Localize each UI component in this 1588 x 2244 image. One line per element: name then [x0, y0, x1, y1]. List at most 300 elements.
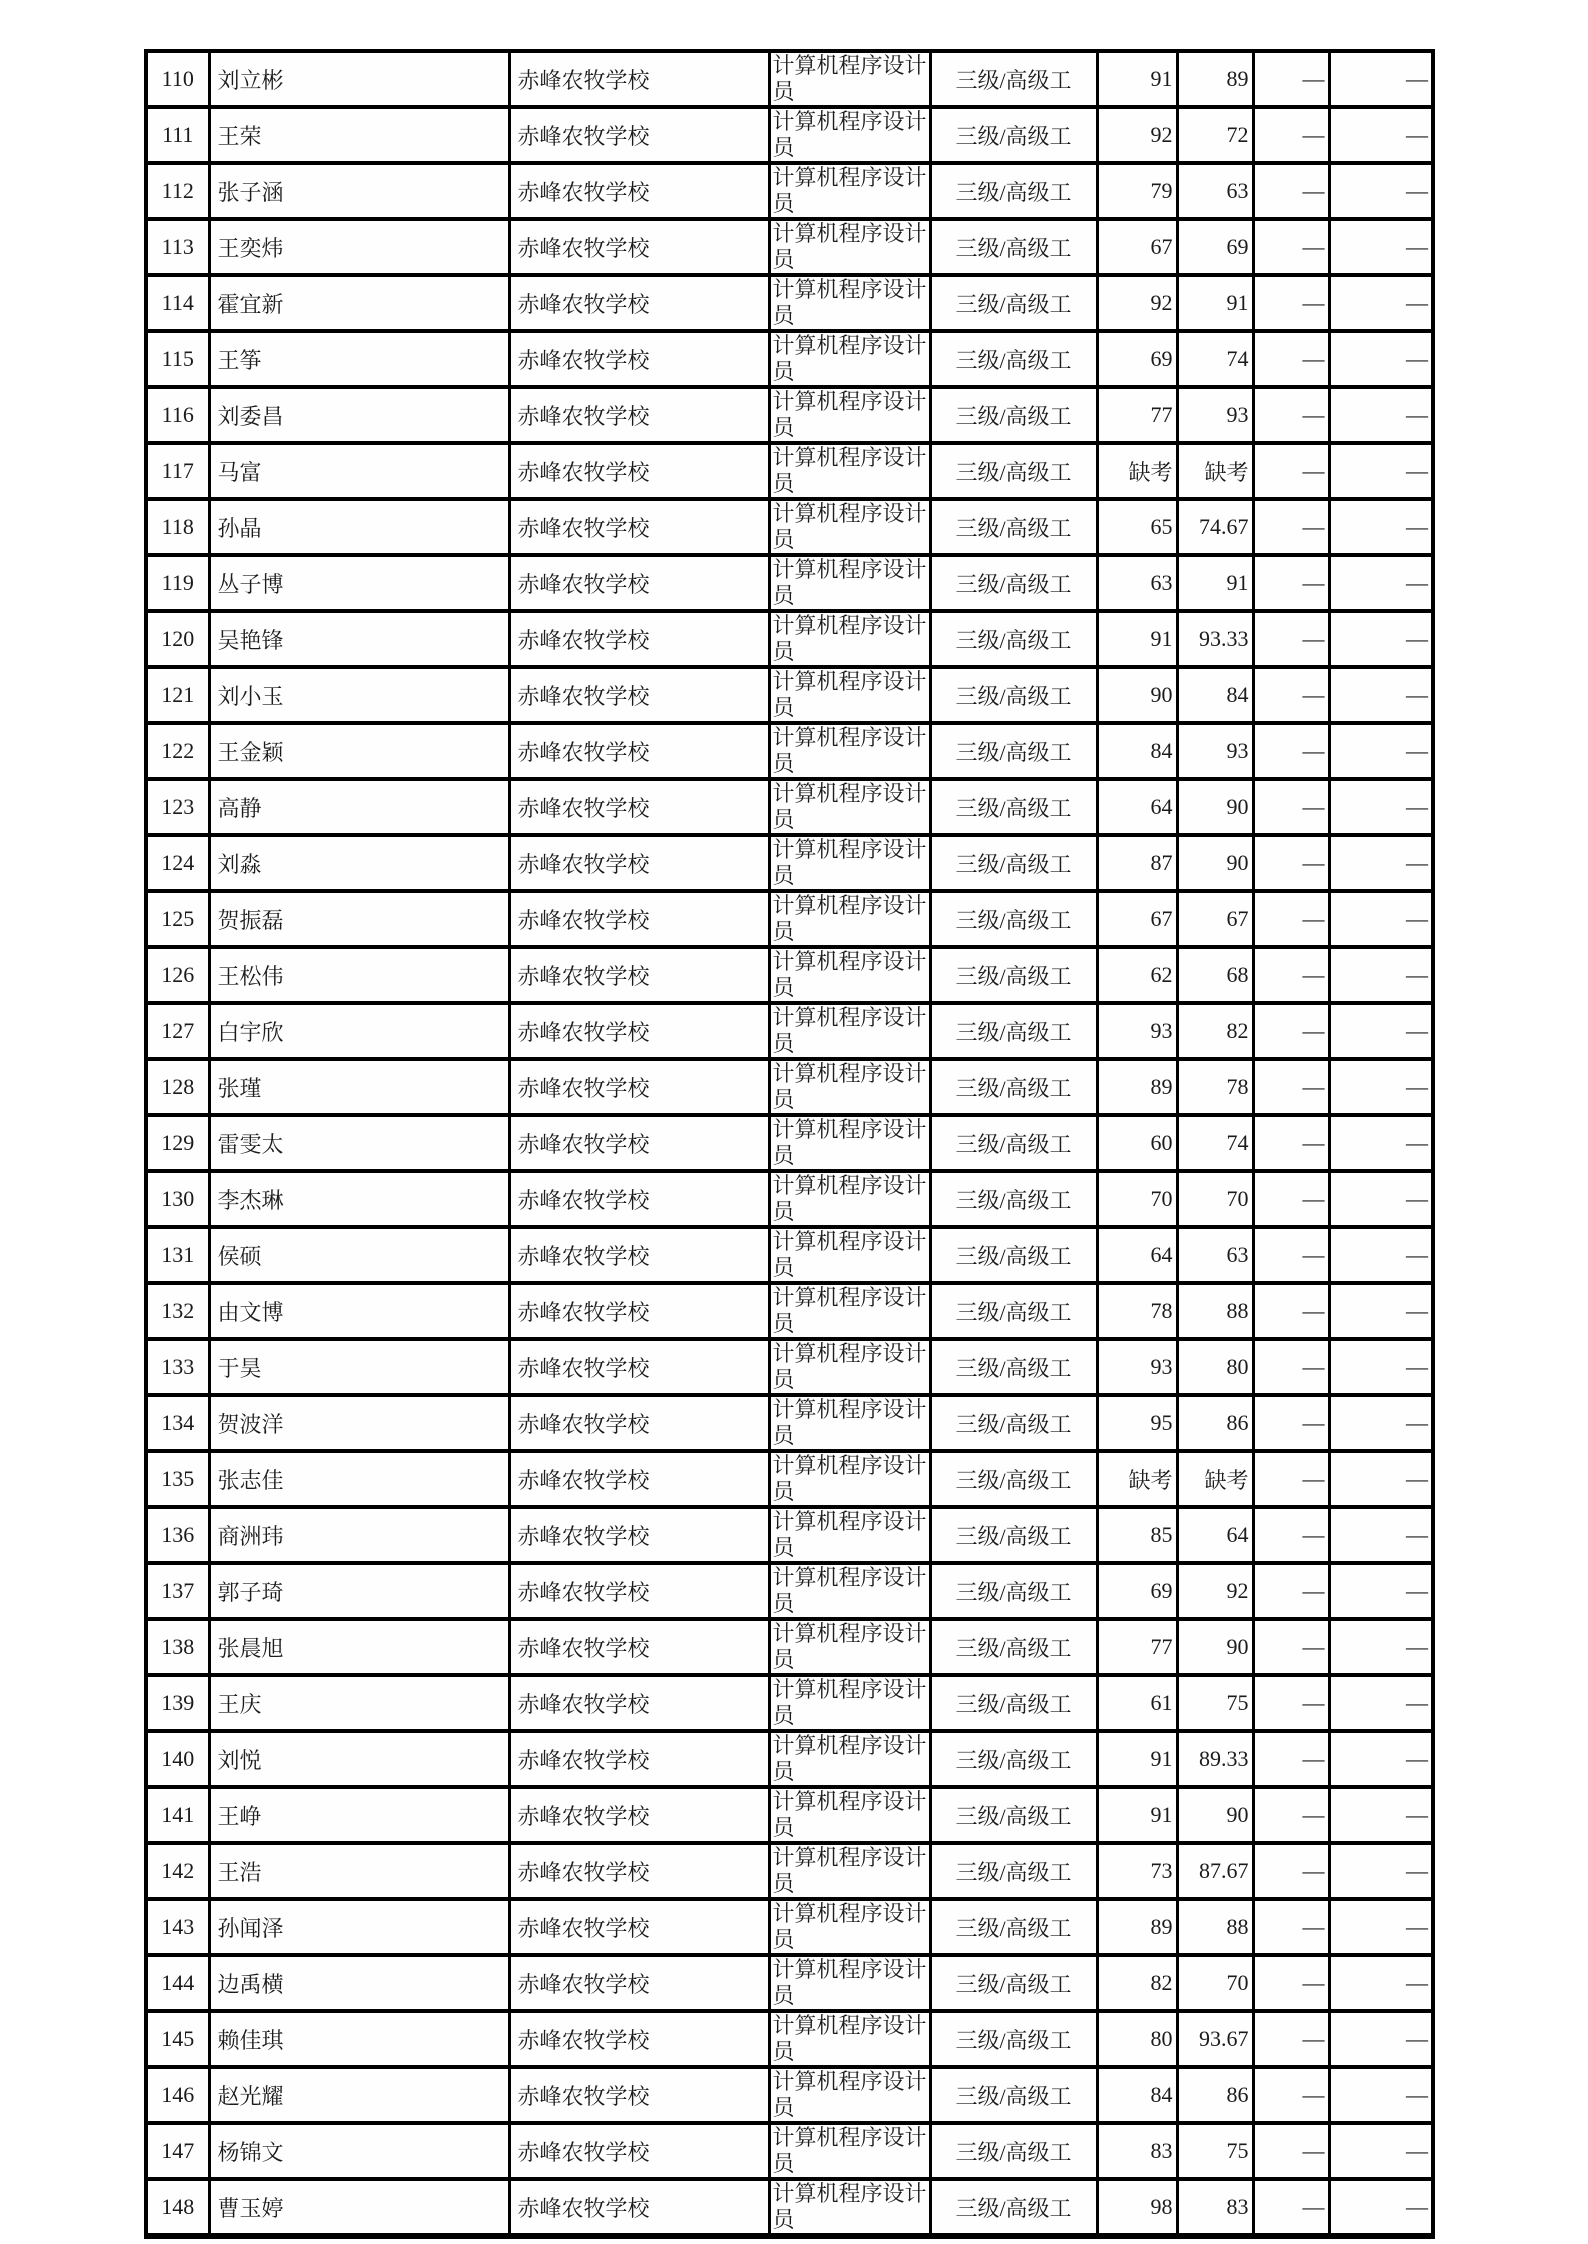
level-cell: 三级/高级工: [930, 1283, 1097, 1339]
dash-1-cell: —: [1253, 1003, 1329, 1059]
table-row: [146, 443, 1433, 499]
score-1-cell: 79: [1097, 163, 1177, 219]
row-number-cell: 111: [146, 107, 209, 163]
score-1-cell: 61: [1097, 1675, 1177, 1731]
dash-2-cell: —: [1329, 1395, 1433, 1451]
score-2-cell: 74: [1177, 1115, 1253, 1171]
school-cell: 赤峰农牧学校: [509, 443, 769, 499]
score-2-cell: 93.67: [1177, 2011, 1253, 2067]
level-cell: 三级/高级工: [930, 2179, 1097, 2236]
row-number-cell: 141: [146, 1787, 209, 1843]
score-1-cell: 67: [1097, 891, 1177, 947]
score-1-cell: 90: [1097, 667, 1177, 723]
occupation-cell: 计算机程序设计员: [769, 1227, 930, 1283]
dash-1-cell: —: [1253, 1787, 1329, 1843]
level-cell: 三级/高级工: [930, 2067, 1097, 2123]
occupation-cell: 计算机程序设计员: [769, 387, 930, 443]
school-cell: 赤峰农牧学校: [509, 51, 769, 107]
occupation-cell: 计算机程序设计员: [769, 1059, 930, 1115]
occupation-cell: 计算机程序设计员: [769, 163, 930, 219]
name-cell: 白宇欣: [209, 1003, 509, 1059]
dash-1-cell: —: [1253, 1563, 1329, 1619]
dash-2-cell: —: [1329, 667, 1433, 723]
score-2-cell: 92: [1177, 1563, 1253, 1619]
level-cell: 三级/高级工: [930, 1339, 1097, 1395]
name-cell: 王庆: [209, 1675, 509, 1731]
dash-2-cell: —: [1329, 1507, 1433, 1563]
dash-2-cell: —: [1329, 1227, 1433, 1283]
level-cell: 三级/高级工: [930, 1003, 1097, 1059]
score-1-cell: 92: [1097, 107, 1177, 163]
dash-2-cell: —: [1329, 1171, 1433, 1227]
school-cell: 赤峰农牧学校: [509, 219, 769, 275]
dash-2-cell: —: [1329, 2123, 1433, 2179]
dash-1-cell: —: [1253, 1451, 1329, 1507]
dash-2-cell: —: [1329, 1003, 1433, 1059]
school-cell: 赤峰农牧学校: [509, 1787, 769, 1843]
dash-2-cell: —: [1329, 499, 1433, 555]
level-cell: 三级/高级工: [930, 947, 1097, 1003]
dash-1-cell: —: [1253, 1899, 1329, 1955]
dash-1-cell: —: [1253, 219, 1329, 275]
dash-2-cell: —: [1329, 1339, 1433, 1395]
score-2-cell: 64: [1177, 1507, 1253, 1563]
table-row: [146, 947, 1433, 1003]
score-1-cell: 91: [1097, 611, 1177, 667]
row-number-cell: 118: [146, 499, 209, 555]
score-2-cell: 91: [1177, 555, 1253, 611]
occupation-cell: 计算机程序设计员: [769, 275, 930, 331]
occupation-cell: 计算机程序设计员: [769, 1003, 930, 1059]
row-number-cell: 143: [146, 1899, 209, 1955]
row-number-cell: 133: [146, 1339, 209, 1395]
table-row: [146, 1339, 1433, 1395]
row-number-cell: 135: [146, 1451, 209, 1507]
score-2-cell: 84: [1177, 667, 1253, 723]
level-cell: 三级/高级工: [930, 275, 1097, 331]
dash-2-cell: —: [1329, 1619, 1433, 1675]
score-1-cell: 64: [1097, 779, 1177, 835]
name-cell: 王荣: [209, 107, 509, 163]
dash-2-cell: —: [1329, 723, 1433, 779]
occupation-cell: 计算机程序设计员: [769, 1339, 930, 1395]
name-cell: 张子涵: [209, 163, 509, 219]
table-row: [146, 2179, 1433, 2236]
school-cell: 赤峰农牧学校: [509, 891, 769, 947]
score-2-cell: 68: [1177, 947, 1253, 1003]
school-cell: 赤峰农牧学校: [509, 163, 769, 219]
school-cell: 赤峰农牧学校: [509, 275, 769, 331]
score-2-cell: 83: [1177, 2179, 1253, 2236]
occupation-cell: 计算机程序设计员: [769, 1395, 930, 1451]
score-2-cell: 90: [1177, 835, 1253, 891]
table-row: [146, 1171, 1433, 1227]
exam-results-table: [144, 49, 1435, 2239]
dash-1-cell: —: [1253, 779, 1329, 835]
occupation-cell: 计算机程序设计员: [769, 1619, 930, 1675]
score-1-cell: 77: [1097, 387, 1177, 443]
name-cell: 王浩: [209, 1843, 509, 1899]
dash-1-cell: —: [1253, 163, 1329, 219]
row-number-cell: 121: [146, 667, 209, 723]
score-2-cell: 75: [1177, 2123, 1253, 2179]
row-number-cell: 147: [146, 2123, 209, 2179]
row-number-cell: 129: [146, 1115, 209, 1171]
occupation-cell: 计算机程序设计员: [769, 1451, 930, 1507]
school-cell: 赤峰农牧学校: [509, 387, 769, 443]
school-cell: 赤峰农牧学校: [509, 1115, 769, 1171]
dash-2-cell: —: [1329, 1115, 1433, 1171]
score-2-cell: 缺考: [1177, 443, 1253, 499]
score-2-cell: 63: [1177, 1227, 1253, 1283]
occupation-cell: 计算机程序设计员: [769, 1115, 930, 1171]
score-1-cell: 80: [1097, 2011, 1177, 2067]
dash-2-cell: —: [1329, 275, 1433, 331]
level-cell: 三级/高级工: [930, 163, 1097, 219]
records-tbody: [146, 51, 1433, 2236]
level-cell: 三级/高级工: [930, 107, 1097, 163]
score-2-cell: 63: [1177, 163, 1253, 219]
level-cell: 三级/高级工: [930, 1227, 1097, 1283]
name-cell: 高静: [209, 779, 509, 835]
score-2-cell: 88: [1177, 1283, 1253, 1339]
occupation-cell: 计算机程序设计员: [769, 1171, 930, 1227]
row-number-cell: 115: [146, 331, 209, 387]
row-number-cell: 119: [146, 555, 209, 611]
level-cell: 三级/高级工: [930, 1619, 1097, 1675]
dash-1-cell: —: [1253, 1507, 1329, 1563]
score-1-cell: 93: [1097, 1003, 1177, 1059]
row-number-cell: 130: [146, 1171, 209, 1227]
school-cell: 赤峰农牧学校: [509, 2179, 769, 2236]
score-1-cell: 89: [1097, 1059, 1177, 1115]
table-row: [146, 1003, 1433, 1059]
school-cell: 赤峰农牧学校: [509, 1003, 769, 1059]
name-cell: 刘淼: [209, 835, 509, 891]
name-cell: 李杰琳: [209, 1171, 509, 1227]
row-number-cell: 123: [146, 779, 209, 835]
row-number-cell: 145: [146, 2011, 209, 2067]
occupation-cell: 计算机程序设计员: [769, 331, 930, 387]
score-1-cell: 73: [1097, 1843, 1177, 1899]
table-row: [146, 611, 1433, 667]
school-cell: 赤峰农牧学校: [509, 611, 769, 667]
name-cell: 刘小玉: [209, 667, 509, 723]
school-cell: 赤峰农牧学校: [509, 835, 769, 891]
score-1-cell: 84: [1097, 2067, 1177, 2123]
level-cell: 三级/高级工: [930, 1451, 1097, 1507]
table-row: [146, 107, 1433, 163]
dash-1-cell: —: [1253, 1171, 1329, 1227]
occupation-cell: 计算机程序设计员: [769, 891, 930, 947]
dash-1-cell: —: [1253, 1395, 1329, 1451]
school-cell: 赤峰农牧学校: [509, 1675, 769, 1731]
school-cell: 赤峰农牧学校: [509, 1619, 769, 1675]
score-2-cell: 86: [1177, 1395, 1253, 1451]
dash-2-cell: —: [1329, 1899, 1433, 1955]
table-row: [146, 2123, 1433, 2179]
dash-1-cell: —: [1253, 891, 1329, 947]
dash-1-cell: —: [1253, 835, 1329, 891]
name-cell: 曹玉婷: [209, 2179, 509, 2236]
score-2-cell: 74: [1177, 331, 1253, 387]
level-cell: 三级/高级工: [930, 1171, 1097, 1227]
occupation-cell: 计算机程序设计员: [769, 1731, 930, 1787]
dash-1-cell: —: [1253, 2067, 1329, 2123]
score-2-cell: 93: [1177, 387, 1253, 443]
school-cell: 赤峰农牧学校: [509, 2011, 769, 2067]
level-cell: 三级/高级工: [930, 387, 1097, 443]
school-cell: 赤峰农牧学校: [509, 667, 769, 723]
dash-2-cell: —: [1329, 947, 1433, 1003]
occupation-cell: 计算机程序设计员: [769, 2011, 930, 2067]
dash-2-cell: —: [1329, 611, 1433, 667]
occupation-cell: 计算机程序设计员: [769, 1955, 930, 2011]
dash-2-cell: —: [1329, 1843, 1433, 1899]
score-1-cell: 60: [1097, 1115, 1177, 1171]
dash-1-cell: —: [1253, 1115, 1329, 1171]
score-1-cell: 98: [1097, 2179, 1177, 2236]
row-number-cell: 125: [146, 891, 209, 947]
occupation-cell: 计算机程序设计员: [769, 555, 930, 611]
score-1-cell: 70: [1097, 1171, 1177, 1227]
row-number-cell: 144: [146, 1955, 209, 2011]
dash-1-cell: —: [1253, 1675, 1329, 1731]
school-cell: 赤峰农牧学校: [509, 331, 769, 387]
table-row: [146, 1731, 1433, 1787]
table-row: [146, 1115, 1433, 1171]
name-cell: 丛子博: [209, 555, 509, 611]
row-number-cell: 114: [146, 275, 209, 331]
occupation-cell: 计算机程序设计员: [769, 1507, 930, 1563]
row-number-cell: 146: [146, 2067, 209, 2123]
name-cell: 雷雯太: [209, 1115, 509, 1171]
table-row: [146, 2011, 1433, 2067]
name-cell: 边禹横: [209, 1955, 509, 2011]
dash-1-cell: —: [1253, 723, 1329, 779]
school-cell: 赤峰农牧学校: [509, 555, 769, 611]
table-row: [146, 891, 1433, 947]
level-cell: 三级/高级工: [930, 1675, 1097, 1731]
score-1-cell: 83: [1097, 2123, 1177, 2179]
occupation-cell: 计算机程序设计员: [769, 1283, 930, 1339]
school-cell: 赤峰农牧学校: [509, 779, 769, 835]
level-cell: 三级/高级工: [930, 1115, 1097, 1171]
dash-1-cell: —: [1253, 1227, 1329, 1283]
score-2-cell: 86: [1177, 2067, 1253, 2123]
occupation-cell: 计算机程序设计员: [769, 1843, 930, 1899]
school-cell: 赤峰农牧学校: [509, 1451, 769, 1507]
row-number-cell: 140: [146, 1731, 209, 1787]
level-cell: 三级/高级工: [930, 499, 1097, 555]
table-row: [146, 1395, 1433, 1451]
score-2-cell: 74.67: [1177, 499, 1253, 555]
school-cell: 赤峰农牧学校: [509, 947, 769, 1003]
school-cell: 赤峰农牧学校: [509, 1283, 769, 1339]
table-row: [146, 387, 1433, 443]
dash-1-cell: —: [1253, 1059, 1329, 1115]
level-cell: 三级/高级工: [930, 1563, 1097, 1619]
table-row: [146, 1283, 1433, 1339]
level-cell: 三级/高级工: [930, 1843, 1097, 1899]
name-cell: 王峥: [209, 1787, 509, 1843]
name-cell: 王金颖: [209, 723, 509, 779]
score-2-cell: 90: [1177, 1787, 1253, 1843]
score-2-cell: 80: [1177, 1339, 1253, 1395]
name-cell: 刘委昌: [209, 387, 509, 443]
table-row: [146, 1227, 1433, 1283]
score-2-cell: 78: [1177, 1059, 1253, 1115]
dash-1-cell: —: [1253, 443, 1329, 499]
school-cell: 赤峰农牧学校: [509, 2067, 769, 2123]
school-cell: 赤峰农牧学校: [509, 1843, 769, 1899]
score-1-cell: 63: [1097, 555, 1177, 611]
level-cell: 三级/高级工: [930, 1395, 1097, 1451]
dash-1-cell: —: [1253, 107, 1329, 163]
score-1-cell: 82: [1097, 1955, 1177, 2011]
score-1-cell: 69: [1097, 331, 1177, 387]
dash-2-cell: —: [1329, 443, 1433, 499]
level-cell: 三级/高级工: [930, 1059, 1097, 1115]
occupation-cell: 计算机程序设计员: [769, 723, 930, 779]
score-1-cell: 89: [1097, 1899, 1177, 1955]
school-cell: 赤峰农牧学校: [509, 1171, 769, 1227]
score-1-cell: 92: [1097, 275, 1177, 331]
score-2-cell: 缺考: [1177, 1451, 1253, 1507]
table-row: [146, 1451, 1433, 1507]
dash-1-cell: —: [1253, 555, 1329, 611]
level-cell: 三级/高级工: [930, 667, 1097, 723]
name-cell: 王松伟: [209, 947, 509, 1003]
table-row: [146, 835, 1433, 891]
level-cell: 三级/高级工: [930, 2011, 1097, 2067]
row-number-cell: 124: [146, 835, 209, 891]
table-row: [146, 1675, 1433, 1731]
table-row: [146, 163, 1433, 219]
level-cell: 三级/高级工: [930, 891, 1097, 947]
level-cell: 三级/高级工: [930, 219, 1097, 275]
name-cell: 贺波洋: [209, 1395, 509, 1451]
row-number-cell: 139: [146, 1675, 209, 1731]
school-cell: 赤峰农牧学校: [509, 1507, 769, 1563]
dash-1-cell: —: [1253, 1843, 1329, 1899]
dash-2-cell: —: [1329, 2179, 1433, 2236]
dash-2-cell: —: [1329, 219, 1433, 275]
level-cell: 三级/高级工: [930, 1787, 1097, 1843]
level-cell: 三级/高级工: [930, 835, 1097, 891]
row-number-cell: 134: [146, 1395, 209, 1451]
score-2-cell: 89: [1177, 51, 1253, 107]
score-2-cell: 93: [1177, 723, 1253, 779]
table-row: [146, 723, 1433, 779]
level-cell: 三级/高级工: [930, 51, 1097, 107]
row-number-cell: 110: [146, 51, 209, 107]
score-2-cell: 90: [1177, 1619, 1253, 1675]
table-row: [146, 1955, 1433, 2011]
dash-2-cell: —: [1329, 387, 1433, 443]
dash-1-cell: —: [1253, 947, 1329, 1003]
occupation-cell: 计算机程序设计员: [769, 2179, 930, 2236]
score-2-cell: 89.33: [1177, 1731, 1253, 1787]
name-cell: 赖佳琪: [209, 2011, 509, 2067]
occupation-cell: 计算机程序设计员: [769, 107, 930, 163]
row-number-cell: 116: [146, 387, 209, 443]
score-2-cell: 91: [1177, 275, 1253, 331]
occupation-cell: 计算机程序设计员: [769, 835, 930, 891]
dash-1-cell: —: [1253, 1283, 1329, 1339]
name-cell: 吴艳锋: [209, 611, 509, 667]
score-2-cell: 72: [1177, 107, 1253, 163]
dash-1-cell: —: [1253, 611, 1329, 667]
score-2-cell: 70: [1177, 1955, 1253, 2011]
dash-1-cell: —: [1253, 1955, 1329, 2011]
name-cell: 于昊: [209, 1339, 509, 1395]
row-number-cell: 131: [146, 1227, 209, 1283]
table-row: [146, 779, 1433, 835]
level-cell: 三级/高级工: [930, 779, 1097, 835]
score-1-cell: 67: [1097, 219, 1177, 275]
dash-1-cell: —: [1253, 2123, 1329, 2179]
level-cell: 三级/高级工: [930, 443, 1097, 499]
score-1-cell: 95: [1097, 1395, 1177, 1451]
table-row: [146, 1843, 1433, 1899]
name-cell: 商洲玮: [209, 1507, 509, 1563]
occupation-cell: 计算机程序设计员: [769, 779, 930, 835]
table-row: [146, 2067, 1433, 2123]
score-1-cell: 69: [1097, 1563, 1177, 1619]
name-cell: 由文博: [209, 1283, 509, 1339]
score-2-cell: 69: [1177, 219, 1253, 275]
occupation-cell: 计算机程序设计员: [769, 499, 930, 555]
row-number-cell: 127: [146, 1003, 209, 1059]
table-row: [146, 1899, 1433, 1955]
name-cell: 张志佳: [209, 1451, 509, 1507]
school-cell: 赤峰农牧学校: [509, 1227, 769, 1283]
table-row: [146, 1563, 1433, 1619]
name-cell: 马富: [209, 443, 509, 499]
name-cell: 孙晶: [209, 499, 509, 555]
score-1-cell: 缺考: [1097, 1451, 1177, 1507]
name-cell: 张瑾: [209, 1059, 509, 1115]
dash-2-cell: —: [1329, 1451, 1433, 1507]
score-1-cell: 65: [1097, 499, 1177, 555]
school-cell: 赤峰农牧学校: [509, 1731, 769, 1787]
dash-2-cell: —: [1329, 891, 1433, 947]
school-cell: 赤峰农牧学校: [509, 107, 769, 163]
score-2-cell: 93.33: [1177, 611, 1253, 667]
dash-1-cell: —: [1253, 387, 1329, 443]
score-2-cell: 82: [1177, 1003, 1253, 1059]
dash-2-cell: —: [1329, 835, 1433, 891]
school-cell: 赤峰农牧学校: [509, 1899, 769, 1955]
occupation-cell: 计算机程序设计员: [769, 1899, 930, 1955]
level-cell: 三级/高级工: [930, 1899, 1097, 1955]
school-cell: 赤峰农牧学校: [509, 499, 769, 555]
level-cell: 三级/高级工: [930, 2123, 1097, 2179]
row-number-cell: 128: [146, 1059, 209, 1115]
row-number-cell: 136: [146, 1507, 209, 1563]
dash-1-cell: —: [1253, 1339, 1329, 1395]
dash-2-cell: —: [1329, 2067, 1433, 2123]
occupation-cell: 计算机程序设计员: [769, 219, 930, 275]
table-row: [146, 51, 1433, 107]
dash-2-cell: —: [1329, 779, 1433, 835]
score-1-cell: 78: [1097, 1283, 1177, 1339]
table-row: [146, 555, 1433, 611]
row-number-cell: 126: [146, 947, 209, 1003]
score-1-cell: 87: [1097, 835, 1177, 891]
table-row: [146, 275, 1433, 331]
